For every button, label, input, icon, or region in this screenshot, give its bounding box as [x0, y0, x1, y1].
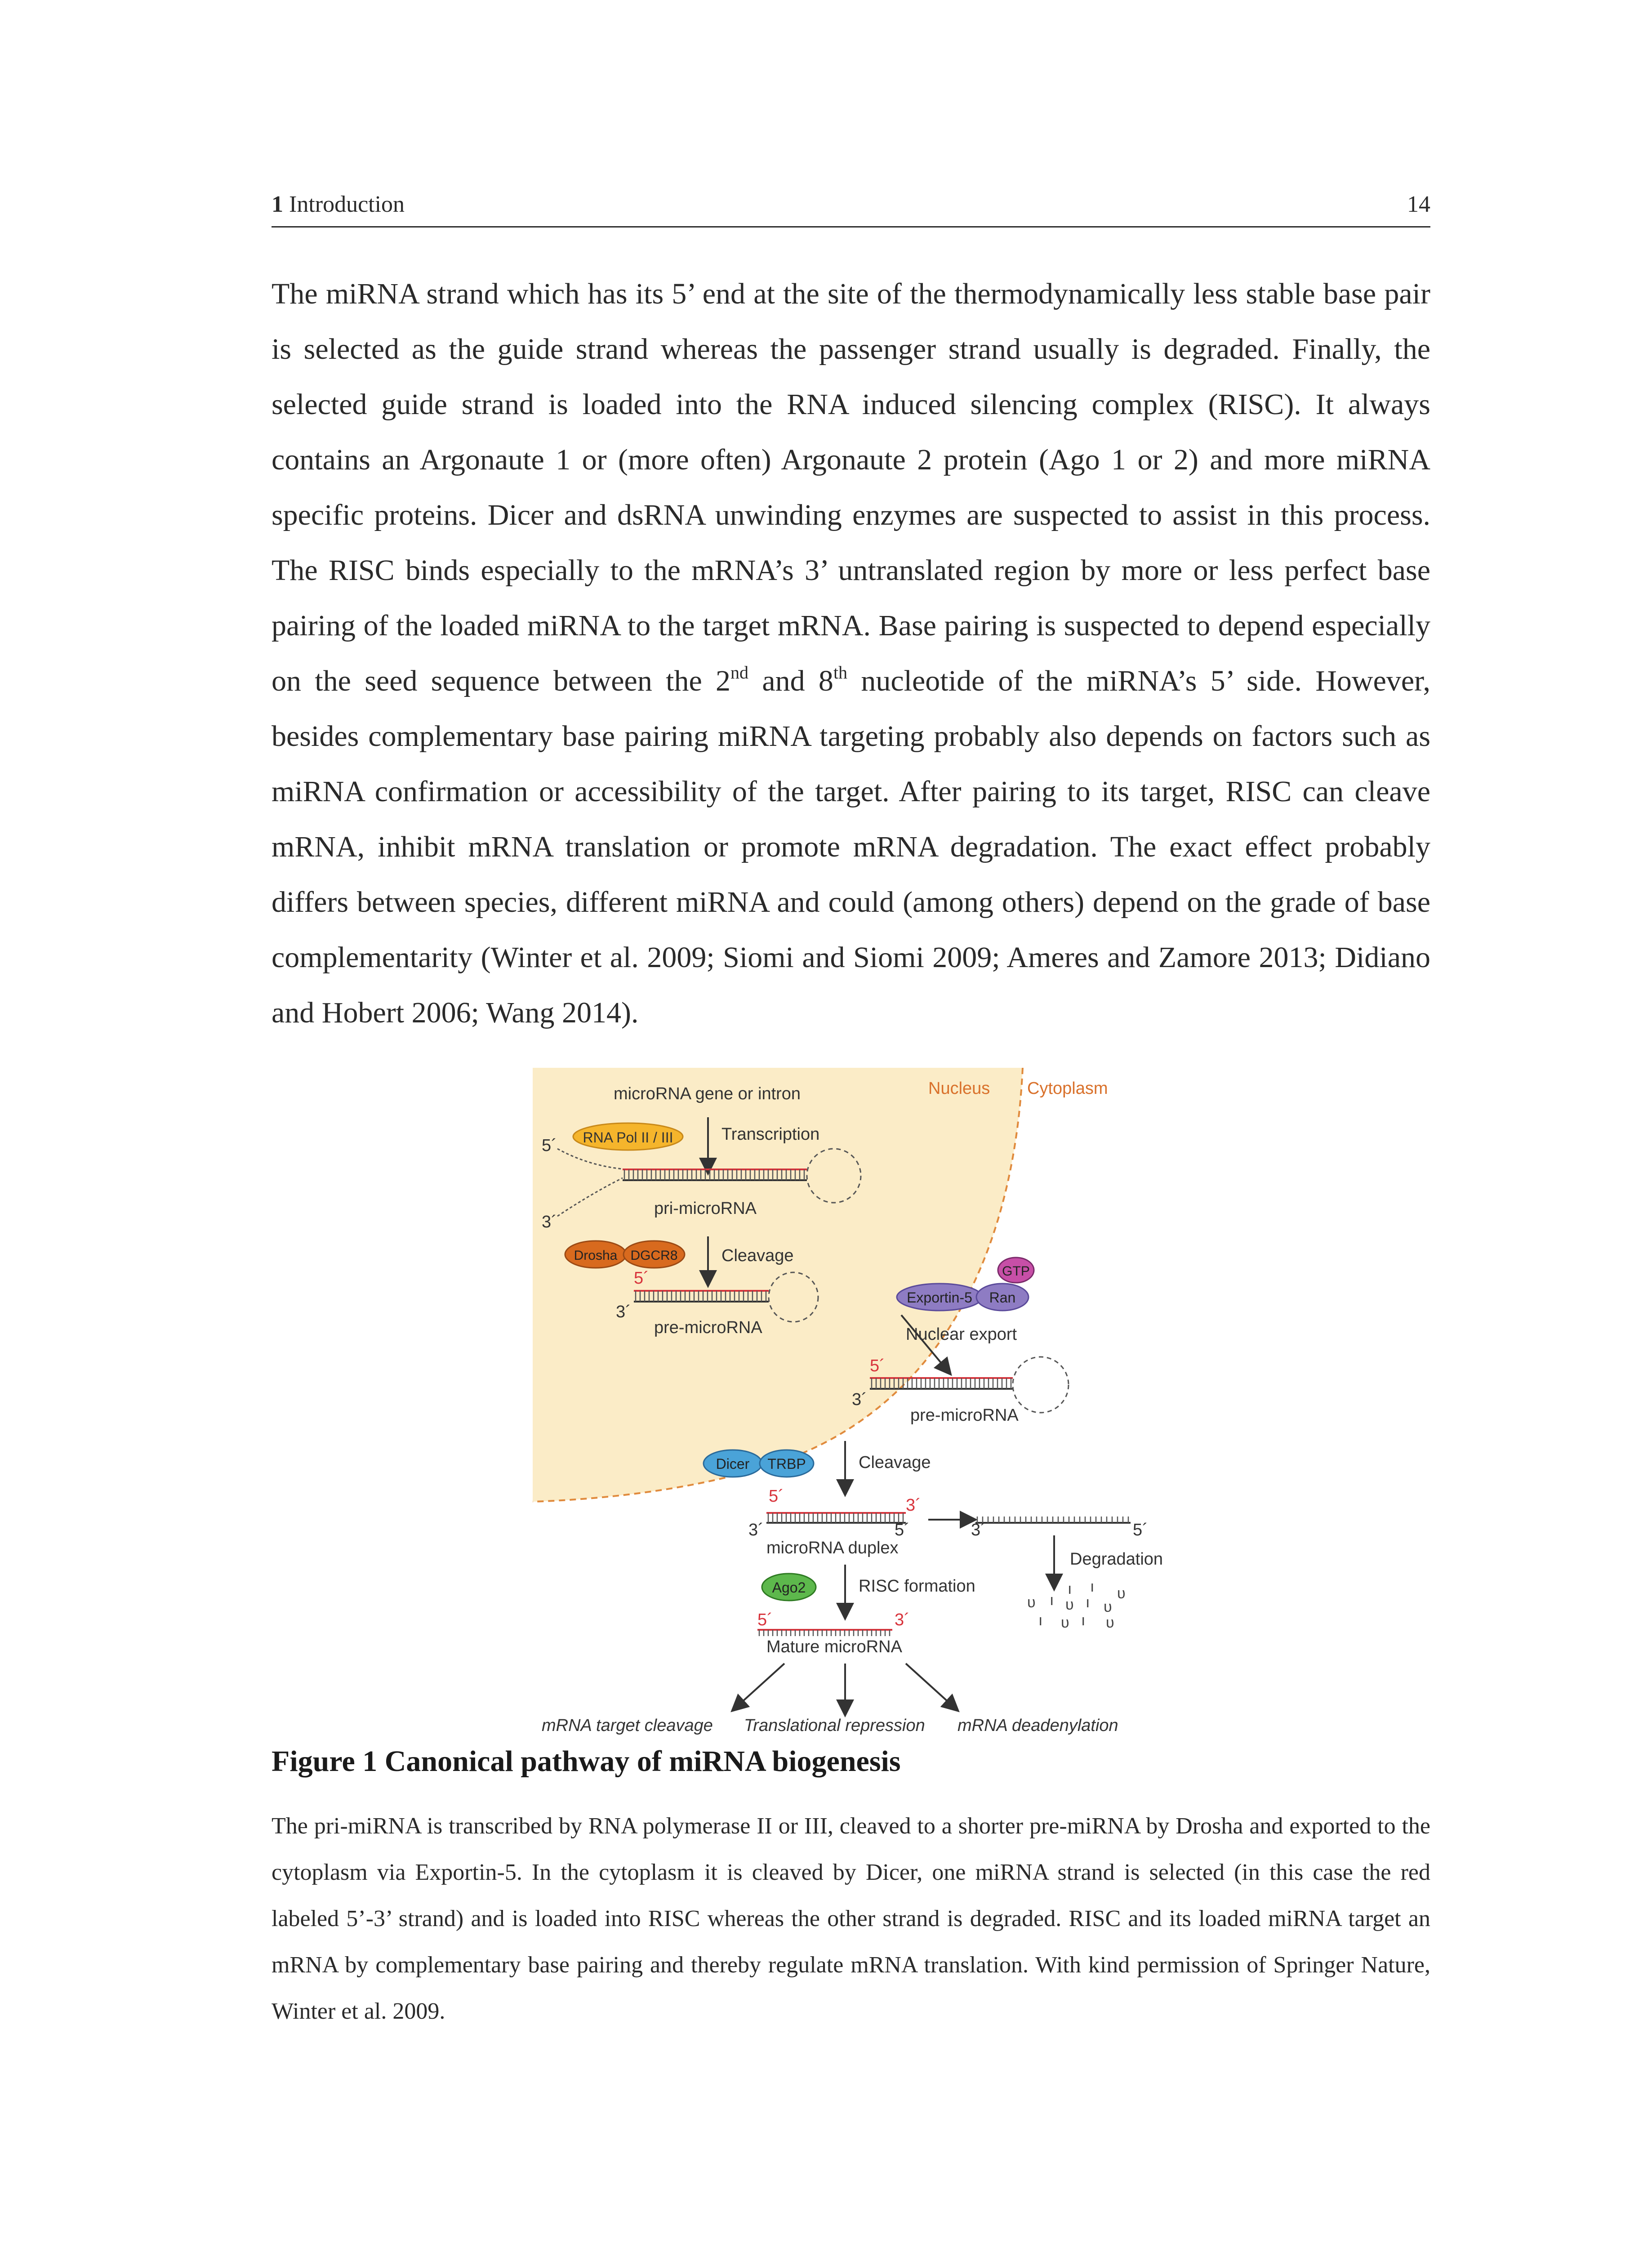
degraded-fragment: ᴜ: [1027, 1594, 1036, 1611]
gene-label: microRNA gene or intron: [614, 1084, 801, 1103]
degradation-label: Degradation: [1070, 1550, 1163, 1569]
pre1-three-prime: 3´: [616, 1302, 631, 1321]
drosha-label: Drosha: [574, 1248, 618, 1263]
nuclear-export-label: Nuclear export: [906, 1325, 1017, 1344]
outcome-deadenylation: mRNA deadenylation: [957, 1716, 1118, 1735]
trbp-label: TRBP: [767, 1456, 806, 1472]
chapter-heading: [272, 191, 405, 218]
header-rule: [272, 226, 1430, 227]
degraded-fragment: ᴜ: [1117, 1585, 1126, 1602]
mature-five-prime: 5´: [757, 1610, 773, 1629]
body-text-part-1: The miRNA strand which has its 5’ end at the site of the thermodynamically less stable base pair is selected as the guide strand whereas the passenger strand usually is degraded. Finally, the selected guide strand is loaded into the RNA induced silencing complex (RISC). It always contains an Argonaute 1 or (more often) Argonaute 2 protein (Ago 1 or 2) and more miRNA specific proteins. Dicer and dsRNA unwinding enzymes are suspected to assist in this process. The RISC binds especially to the mRNA’s 3’ untranslated region by more or less perfect base pairing of the loaded miRNA to the target mRNA. Base pairing is suspected to depend especially on the seed sequence between the 2: [272, 277, 1430, 697]
outcome-arrow-right: [906, 1664, 953, 1706]
mature-mirna-strand: [757, 1630, 892, 1636]
gtp-label: GTP: [1002, 1264, 1030, 1279]
degraded-fragment: ı: [1038, 1612, 1043, 1629]
pre2-three-prime: 3´: [852, 1390, 867, 1409]
rna-pol-label: RNA Pol II / III: [583, 1129, 673, 1146]
passenger-three-prime: 3´: [971, 1521, 986, 1539]
duplex-five-prime-bottom: 5´: [895, 1521, 910, 1539]
superscript-th: th: [833, 662, 848, 682]
dgcr8-label: DGCR8: [630, 1248, 678, 1263]
degraded-fragment: ı: [1081, 1612, 1086, 1629]
degraded-fragment: ı: [1050, 1592, 1054, 1609]
duplex-three-prime-top: 3´: [906, 1496, 921, 1515]
body-text-part-3: nucleotide of the miRNA’s 5’ side. However, besides complementary base pairing miRNA targeting probably also depends on factors such as miRNA confirmation or accessibility of the target. After pairing to its target, RISC can cleave mRNA, inhibit mRNA translation or promote mRNA degradation. The exact effect probably differs between species, different miRNA and could (among others) depend on the grade of base complementarity (Winter et al. 2009; Siomi and Siomi 2009; Ameres and Zamore 2013; Didiano and Hobert 2006; Wang 2014).: [272, 665, 1431, 1029]
chapter-title: Introduction: [289, 192, 405, 217]
degraded-fragment: ᴜ: [1106, 1614, 1114, 1631]
degraded-fragment: ᴜ: [1065, 1596, 1074, 1613]
pre-mirna-label-2: pre-microRNA: [910, 1406, 1019, 1425]
mirna-biogenesis-figure: [533, 1068, 1184, 1738]
degraded-fragment: ᴜ: [1061, 1614, 1069, 1631]
pri-mirna-label: pri-microRNA: [654, 1199, 757, 1218]
mirna-duplex: [766, 1513, 906, 1523]
ago2-label: Ago2: [772, 1579, 806, 1596]
outcome-target-cleavage: mRNA target cleavage: [542, 1716, 713, 1735]
degraded-fragment: ᴜ: [1104, 1598, 1112, 1615]
pre-mirna-loop-2: [1013, 1357, 1069, 1413]
degraded-fragments: [1027, 1578, 1126, 1631]
risc-formation-label: RISC formation: [859, 1577, 975, 1596]
cleavage-label-1: Cleavage: [721, 1246, 794, 1265]
superscript-nd: nd: [730, 662, 749, 682]
figure-caption-title: Figure 1 Canonical pathway of miRNA biogenesis: [272, 1745, 901, 1778]
figure-caption-text: The pri-miRNA is transcribed by RNA polymerase II or III, cleaved to a shorter pre-miRNA by Drosha and exported to the cytoplasm via Exportin-5. In the cytoplasm it is cleaved by Dicer, one miRNA strand is selected (in this case the red labeled 5’-3’ strand) and is loaded into RISC whereas the other strand is degraded. RISC and its loaded miRNA target an mRNA by complementary base pairing and thereby regulate mRNA translation. With kind permission of Springer Nature, Winter et al. 2009.: [272, 1813, 1430, 2024]
page-number: 14: [1407, 192, 1430, 217]
cytoplasm-label: Cytoplasm: [1027, 1079, 1108, 1098]
pre2-five-prime: 5´: [870, 1356, 885, 1375]
exportin-5-label: Exportin-5: [907, 1289, 972, 1306]
nucleus-label: Nucleus: [928, 1079, 990, 1098]
passenger-strand: [975, 1517, 1131, 1523]
degraded-fragment: ı: [1086, 1594, 1090, 1611]
body-text-part-2: and 8: [748, 665, 833, 697]
chapter-number: 1: [272, 192, 283, 217]
degraded-fragment: ı: [1090, 1578, 1095, 1595]
mature-label: Mature microRNA: [766, 1637, 902, 1656]
duplex-label: microRNA duplex: [766, 1539, 899, 1557]
pre1-five-prime: 5´: [634, 1269, 649, 1288]
outcome-arrow-left: [737, 1664, 784, 1706]
duplex-five-prime-top: 5´: [769, 1487, 784, 1506]
cleavage-label-2: Cleavage: [859, 1453, 931, 1472]
dicer-label: Dicer: [716, 1456, 750, 1472]
transcription-label: Transcription: [721, 1125, 820, 1144]
passenger-five-prime: 5´: [1133, 1521, 1148, 1539]
ran-label: Ran: [989, 1289, 1016, 1306]
degraded-fragment: ı: [1068, 1580, 1072, 1597]
pre-mirna-label-1: pre-microRNA: [654, 1318, 762, 1337]
mature-three-prime: 3´: [895, 1610, 910, 1629]
duplex-three-prime-bottom: 3´: [748, 1521, 764, 1539]
outcome-translational-repression: Translational repression: [744, 1716, 925, 1735]
body-paragraph: [272, 266, 1430, 1040]
pri-three-prime: 3´: [542, 1213, 557, 1231]
pri-five-prime: 5´: [542, 1136, 557, 1155]
running-header: [272, 191, 1430, 227]
